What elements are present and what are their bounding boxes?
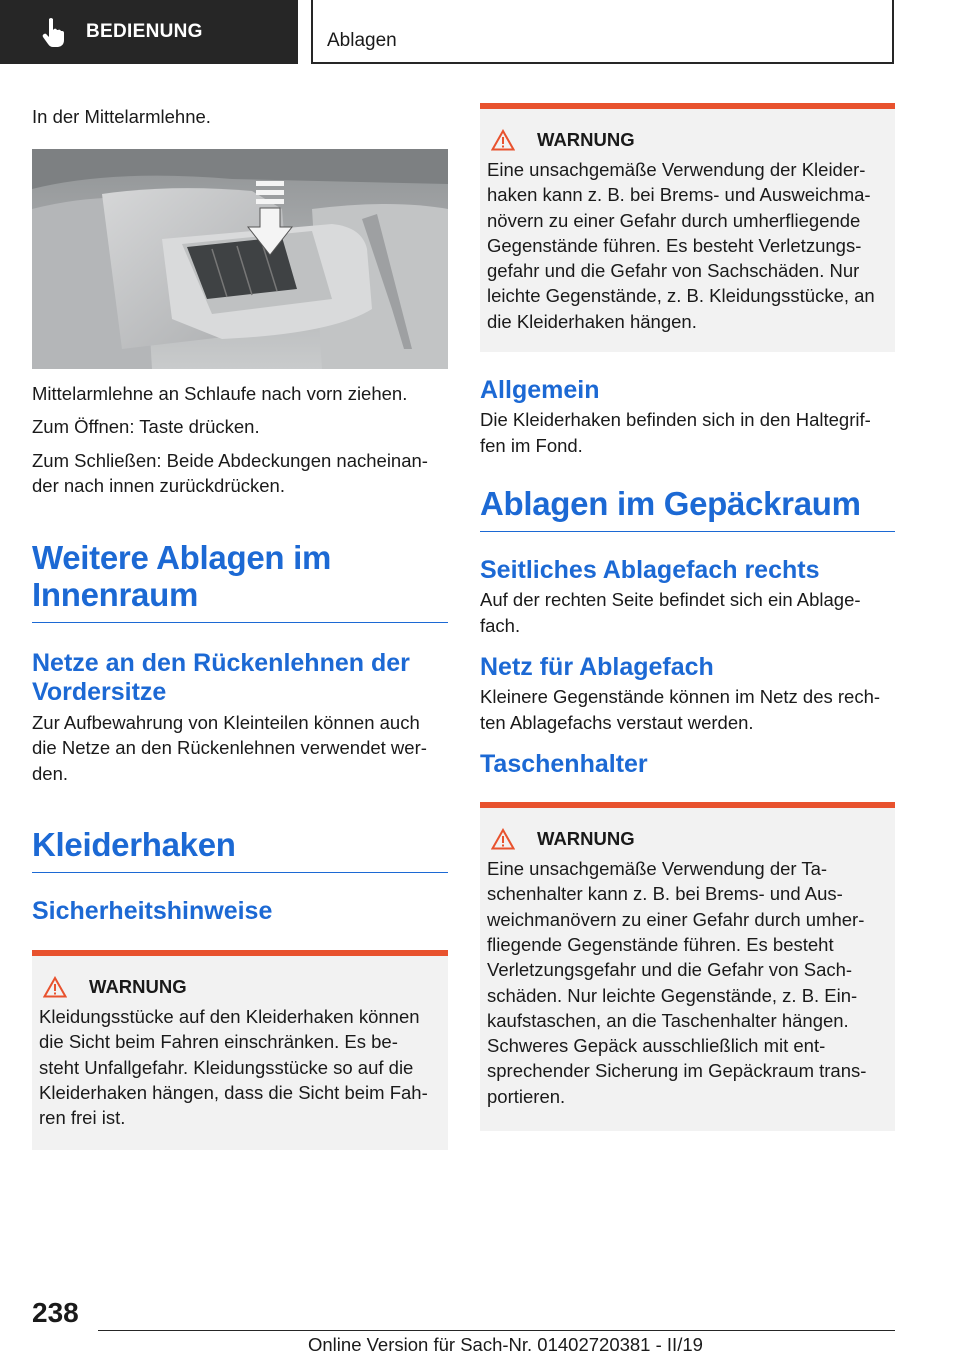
heading-netze-line1: Netze an den Rückenlehnen der [32,648,410,677]
heading-weitere-line1: Weitere Ablagen im [32,538,332,576]
warning-line: sprechender Sicherung im Gepäckraum trans- [487,1060,867,1082]
warning-title: WARNUNG [537,828,635,850]
heading-netze-line2: Vordersitze [32,677,167,706]
warning-line: steht Unfallgefahr. Kleidungsstücke so auf die [39,1056,414,1078]
heading-weitere-line2: Innenraum [32,575,198,613]
intro-text: In der Mittelarmlehne. [32,106,211,127]
allgemein-line2: fen im Fond. [480,434,583,456]
netz-line2: ten Ablagefachs verstaut werden. [480,711,754,733]
warning-line: portieren. [487,1085,566,1107]
footer-text: Online Version für Sach-Nr. 01402720381 - II/19 [308,1334,703,1355]
chapter-header [311,0,894,64]
warning-line: Eine unsachgemäße Verwendung der Ta- [487,858,828,880]
warning-box [480,802,895,1131]
warning-box [480,103,895,352]
warning-line: Eine unsachgemäße Verwendung der Kleider- [487,159,866,180]
caption-1: Mittelarmlehne an Schlaufe nach vorn ziehen. [32,382,408,404]
warning-line: weichmanövern zu einer Gefahr durch umher- [487,908,865,930]
footer-rule [98,1330,895,1331]
warning-title: WARNUNG [89,976,187,997]
seitlich-line2: fach. [480,614,521,636]
warning-line: leichte Gegenstände, z. B. Kleidungsstücke, an [487,285,875,307]
netze-text-line1: Zur Aufbewahrung von Kleinteilen können auch [32,711,420,733]
heading-sicherheitshinweise: Sicherheitshinweise [32,897,273,925]
right-column [480,103,895,1131]
left-column [32,100,448,1150]
caption-3-line2: der nach innen zurückdrücken. [32,475,285,496]
warning-header [491,129,887,151]
warning-line: ren frei ist. [39,1107,126,1129]
warning-line: Gegenstände führen. Es besteht Verletzungs- [487,234,862,256]
section-tab [0,0,298,64]
warning-line: Verletzungsgefahr und die Gefahr von Sach- [487,959,853,981]
caption-3-line1: Zum Schließen: Beide Abdeckungen nacheinan- [32,449,428,471]
warning-header [491,828,887,850]
allgemein-line1: Die Kleiderhaken befinden sich in den Haltegrif- [480,409,871,431]
warning-line: fliegende Gegenstände führen. Es besteht [487,933,834,955]
warning-header [43,976,440,998]
warning-line: növern zu einer Gefahr durch umherfliegende [487,209,861,231]
heading-taschenhalter: Taschenhalter [480,750,648,779]
warning-triangle-icon [43,976,67,998]
heading-allgemein: Allgemein [480,376,600,405]
warning-line: Kleidungsstücke auf den Kleiderhaken können [39,1006,420,1027]
caption-2: Zum Öffnen: Taste drücken. [32,416,260,437]
warning-line: gefahr und die Gefahr von Sachschäden. Nur [487,260,860,282]
warning-line: Schweres Gepäck ausschließlich mit ent- [487,1035,826,1057]
warning-line: schenhalter kann z. B. bei Brems- und Aus- [487,883,843,905]
hand-pointer-icon [40,17,66,47]
armrest-illustration [32,149,448,369]
heading-netz-ablagefach: Netz für Ablagefach [480,653,714,682]
warning-line: Kleiderhaken hängen, dass die Sicht beim Fah- [39,1081,428,1103]
seitlich-line1: Auf der rechten Seite befindet sich ein Ablage- [480,589,861,611]
netze-text-line2: die Netze an den Rückenlehnen verwendet wer- [32,737,427,758]
netz-line1: Kleinere Gegenstände können im Netz des rech- [480,686,881,708]
warning-box [32,950,448,1150]
page-number: 238 [32,1297,79,1328]
chapter-title: Ablagen [327,30,397,51]
warning-line: haken kann z. B. bei Brems- und Ausweichma- [487,184,871,206]
heading-seitliches-ablagefach: Seitliches Ablagefach rechts [480,556,820,585]
armrest-photo [32,149,448,369]
warning-line: die Kleiderhaken hängen. [487,310,697,332]
warning-line: schäden. Nur leichte Gegenstände, z. B. Ein- [487,984,858,1006]
warning-triangle-icon [491,828,515,850]
heading-gepaeckraum: Ablagen im Gepäckraum [480,485,861,523]
heading-kleiderhaken: Kleiderhaken [32,826,236,863]
section-label: BEDIENUNG [86,21,203,42]
warning-triangle-icon [491,129,515,151]
warning-line: kaufstaschen, an die Taschenhalter hängen. [487,1009,849,1031]
netze-text-line3: den. [32,762,69,784]
warning-line: die Sicht beim Fahren einschränken. Es be- [39,1031,398,1053]
warning-title: WARNUNG [537,129,635,150]
